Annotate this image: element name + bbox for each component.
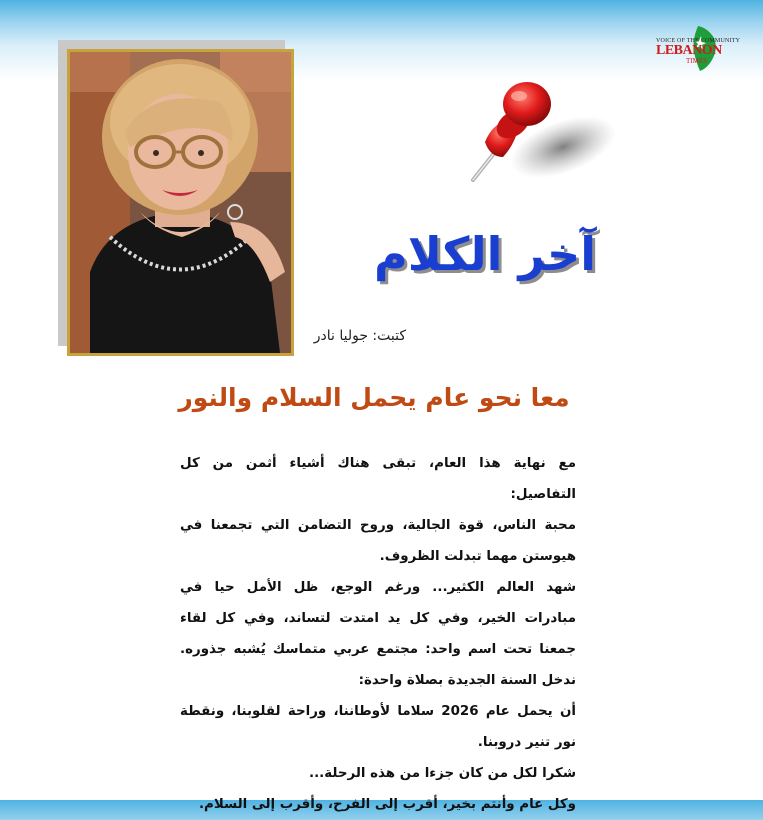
article-line: مبادرات الخير، وفي كل يد امتدت لتساند، وفي كل لقاء — [180, 611, 576, 626]
author-byline: كتبت: جوليا نادر — [313, 328, 406, 344]
author-photo-container — [58, 40, 294, 358]
article-line: وكل عام وأنتم بخير، أقرب إلى الفرح، وأقرب إلى السلام. — [198, 797, 576, 812]
article-line: شكرا لكل من كان جزءا من هذه الرحلة... — [309, 766, 576, 781]
article-line: محبة الناس، قوة الجالية، وروح التضامن التي تجمعنا في — [180, 518, 576, 533]
article-line: نور تنير دروبنا. — [477, 735, 576, 750]
article-line: جمعنا تحت اسم واحد: مجتمع عربي متماسك يُشبه جذوره. — [180, 642, 576, 657]
author-portrait — [70, 52, 291, 353]
article-line: التفاصيل: — [510, 487, 576, 502]
article-body — [180, 448, 576, 820]
article-line: شهد العالم الكثير... ورغم الوجع، ظل الأمل حيا في — [180, 580, 576, 595]
author-photo — [67, 49, 294, 356]
article-line: هيوستن مهما تبدلت الظروف. — [379, 549, 576, 564]
article-line: مع نهاية هذا العام، تبقى هناك أشياء أثمن من كل — [180, 456, 576, 471]
column-title: آخر الكلام — [374, 227, 596, 281]
logo-wordmark: LEBANON — [656, 43, 722, 58]
article-line: أن يحمل عام 2026 سلاما لأوطاننا، وراحة لقلوبنا، ونقطة — [180, 704, 576, 719]
article-headline: معا نحو عام يحمل السلام والنور — [178, 383, 570, 412]
pushpin-icon — [445, 72, 625, 206]
logo-tagline: VOICE OF THE COMMUNITY — [656, 38, 741, 44]
lebanon-times-logo[interactable] — [650, 24, 741, 72]
article-line: ندخل السنة الجديدة بصلاة واحدة: — [358, 673, 576, 688]
logo-subtitle: TIMES — [686, 57, 707, 65]
